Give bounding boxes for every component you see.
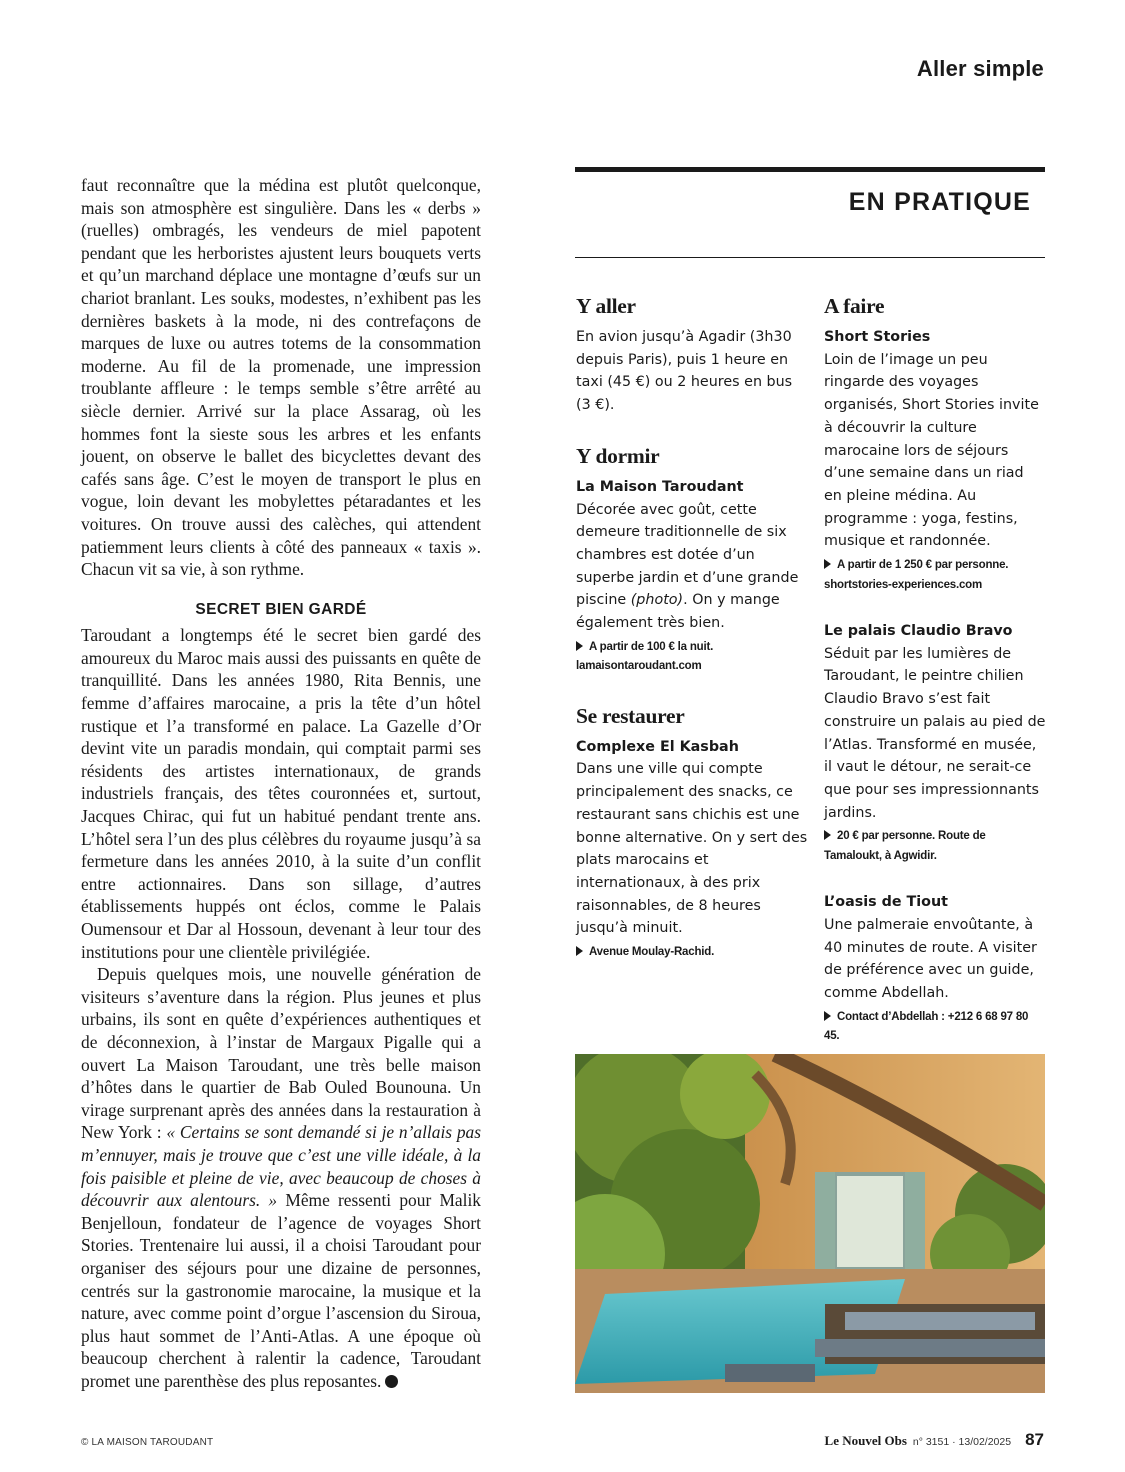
bullet-triangle-icon	[824, 1011, 831, 1021]
issue-info: n° 3151 · 13/02/2025	[912, 1436, 1012, 1448]
section-heading-restaurer: Se restaurer	[576, 703, 685, 728]
article-text: Depuis quelques mois, une nouvelle génération de visiteurs s’aventure dans la région. Plus jeunes et plus urbains, ils sont en quête d’expériences authentiques et de déconnexion, à l’instar de Margaux Pigalle qui a ouvert La Maison Taroudant, une très belle maison d’hôtes dans le quartier de Bab Ouled Bounouna. Un virage surprenant après des années dans la restauration à New York :	[81, 964, 481, 1143]
photo-credit: © LA MAISON TAROUDANT	[81, 1437, 214, 1448]
venue-website: shortstories-experiences.com	[824, 578, 983, 591]
box-divider	[575, 257, 1045, 258]
venue-description: Une palmeraie envoûtante, à 40 minutes de route. A visiter de préférence avec un guide, comme Abdellah.	[824, 917, 1037, 1002]
venue-name: Complexe El Kasbah	[576, 738, 739, 755]
pratique-column-left	[576, 292, 808, 963]
article-paragraph: faut reconnaître que la médina est plutôt quelconque, mais son atmosphère est singulière. Dans les « derbs » (ruelles) ombragés, les vendeurs de miel papotent pendant que les herboristes ajustent leurs bouquets verts et qu’un marchand déplace une montagne d’œufs sur un chariot branlant. Les souks, modestes, n’exhibent pas les dernières baskets à la mode, ni des contrefaçons de marques de luxe ou autres totems de la consommation moderne. Au fil de la promenade, une impression troublante affleure : le temps semble s’être arrêté au siècle dernier. Arrivé sur la place Assarag, où les hommes font la sieste sous les arbres et les enfants jouent, on observe le ballet des bicyclettes devant des cafés sans âge. C’est le moyen de transport le plus en vogue, loin devant les mobylettes pétaradantes et les voitures. On trouve aussi des calèches, qui attendent patiemment leurs clients à côté des panneaux « taxis ». Chacun vit sa vie, à son rythme.	[81, 175, 481, 580]
venue-name: La Maison Taroudant	[576, 478, 744, 495]
venue-name: Short Stories	[824, 329, 931, 345]
venue-name: Le palais Claudio Bravo	[824, 623, 1013, 640]
box-top-rule	[575, 167, 1045, 172]
venue-info: Avenue Moulay-Rachid.	[576, 943, 808, 963]
pool-courtyard-photo	[575, 1054, 1045, 1393]
venue-description: Loin de l’image un peu ringarde des voyages organisés, Short Stories invite à découvrir la culture marocaine lors de séjours d’une semaine dans un riad en pleine médina. Au programme : yoga, festins, musique et randonnée.	[824, 351, 1039, 550]
box-title: EN PRATIQUE	[848, 188, 1031, 216]
section-heading-faire: A faire	[824, 294, 885, 318]
page-footer	[825, 1430, 1044, 1450]
magazine-name: Le Nouvel Obs	[824, 1433, 907, 1448]
article-paragraph: Taroudant a longtemps été le secret bien gardé des amoureux du Maroc mais aussi des puissants en quête de tranquillité. Dans les années 1980, Rita Bennis, une femme d’affaires marocaine, a pris la tête d’un hôtel rustique et l’a transformé en palace. La Gazelle d’Or devint vite un paradis mondain, qui comptait parmi ses résidents des artistes internationaux, de grands industriels français, des têtes couronnées et, surtout, Jacques Chirac, qui fut un habitué pendant trente ans. L’hôtel sera l’un des plus célèbres du royaume jusqu’à sa fermeture dans les années 2010, à la suite d’un conflit entre actionnaires. Dans son sillage, d’autres établissements huppés ont éclos, comme le Palais Oumensour et Dar al Hossoun, devenant à leur tour des institutions pour une clientèle privilégiée.	[81, 625, 481, 962]
article-body	[81, 174, 481, 1392]
section-heading-dormir: Y dormir	[576, 443, 660, 468]
section-heading-aller: Y aller	[576, 294, 636, 318]
venue-info: A partir de 100 € la nuit. lamaisontaroudant.com	[576, 640, 714, 673]
bullet-triangle-icon	[824, 830, 831, 840]
bullet-triangle-icon	[576, 641, 583, 651]
photo-reference: (photo)	[630, 592, 684, 609]
venue-description: Dans une ville qui compte principalement des snacks, ce restaurant sans chichis est une bonne alternative. On y sert des plats marocains et internationaux, à des prix raisonnables, de 8 heures jusqu’à minuit.	[576, 761, 808, 937]
article-quote: « Certains se sont demandé si je n’allais pas m’ennuyer, mais je trouve que c’est une ville idéale, à la fois paisible et pleine de vie, avec beaucoup de choses à découvrir aux alentours. »	[81, 1122, 481, 1211]
pratique-column-right	[824, 292, 1046, 1047]
article-text: Même ressenti pour Malik Benjelloun, fondateur de l’agence de voyages Short Stories. Trentenaire lui aussi, il a choisi Taroudant pour organiser des séjours pour une dizaine de personnes, centrés sur la gastronomie marocaine, la musique et la nature, avec comme point d’orgue l’ascension du Siroua, plus haut sommet de l’Anti-Atlas. A une époque où beaucoup cherchent à ralentir la cadence, Taroudant promet une parenthèse des plus reposantes.	[81, 1190, 481, 1391]
venue-info: Contact d’Abdellah : +212 6 68 97 80 45.	[824, 1010, 1029, 1043]
aller-text: En avion jusqu’à Agadir (3h30 depuis Paris), puis 1 heure en taxi (45 €) ou 2 heures en bus (3 €).	[576, 329, 793, 414]
venue-info: A partir de 1 250 € par personne. shortstories-experiences.com	[824, 559, 1009, 591]
venue-website: lamaisontaroudant.com	[576, 660, 702, 673]
article-paragraph	[81, 963, 481, 1392]
bullet-triangle-icon	[576, 946, 583, 956]
section-rubric: Aller simple	[916, 56, 1044, 81]
bullet-triangle-icon	[824, 559, 831, 569]
venue-info: 20 € par personne. Route de Tamaloukt, à Agwidir.	[824, 830, 986, 862]
page-number: 87	[1025, 1430, 1044, 1449]
end-of-article-dot-icon	[385, 1375, 398, 1388]
venue-description: Séduit par les lumières de Taroudant, le peintre chilien Claudio Bravo s’est fait construire un palais au pied de l’Atlas. Transformé en musée, il vaut le détour, ne serait-ce que pour ses impressionnants jardins.	[824, 645, 1046, 821]
venue-description: Décorée avec goût, cette demeure traditionnelle de six chambres est dotée d’un superbe jardin et d’une grande piscine (photo). On y mange également très bien.	[576, 501, 799, 632]
venue-name: L’oasis de Tiout	[824, 894, 949, 911]
article-subhead: SECRET BIEN GARDÉ	[195, 600, 367, 618]
